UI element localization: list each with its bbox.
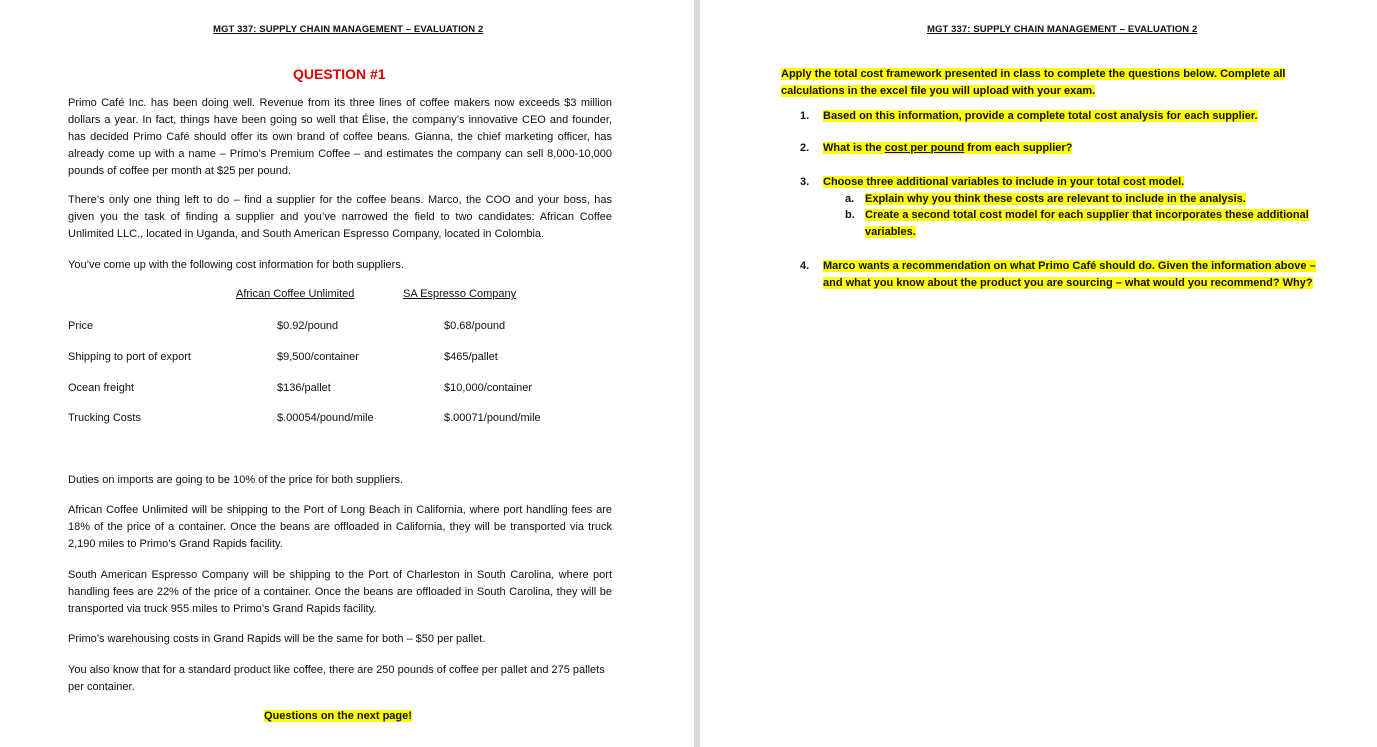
question-3b-line-1: Create a second total cost model for each supplier that incorporates these additional <box>865 209 1309 221</box>
paragraph-cost-info: You’ve come up with the following cost information for both suppliers. <box>68 259 404 271</box>
paragraph-supplier-search: There’s only one thing left to do – find a supplier for the coffee beans. Marco, the COO and your boss, has given you the task of finding a supplier and you’ve narrowed the field to two candidates: African Coffee Unlimited LLC., located in Uganda, and South American Espresso Company, located in Colombia. <box>68 194 612 240</box>
question-3-text: Choose three additional variables to include in your total cost model. <box>823 176 1185 188</box>
question-1-text: Based on this information, provide a complete total cost analysis for each supplier. <box>823 110 1258 122</box>
table-cell: $136/pallet <box>277 382 331 394</box>
question-3 <box>823 174 1333 191</box>
question-1-number: 1. <box>800 110 810 122</box>
question-4-line-2: and what you know about the product you are sourcing – what would you recommend? Why? <box>823 277 1313 289</box>
next-page-note: Questions on the next page! <box>264 710 412 722</box>
question-4-number: 4. <box>800 260 810 272</box>
question-3-number: 3. <box>800 176 810 188</box>
instructions <box>781 66 1321 100</box>
table-row-label: Ocean freight <box>68 382 135 394</box>
paragraph-intro: Primo Café Inc. has been doing well. Revenue from its three lines of coffee makers now exceeds $3 million dollars a year. In fact, things have been going so well that Élise, the company’s innovative CEO and founder, has decided Primo Café should offer its own brand of coffee beans. Gianna, the chief marketing officer, has already come up with a name – Primo’s Premium Coffee – and estimates the company can sell 8,000-10,000 pounds of coffee per month at $25 per pound. <box>68 97 612 177</box>
instructions-line-1: Apply the total cost framework presented in class to complete the questions below. Complete all <box>781 68 1286 80</box>
table-header-sa-espresso: SA Espresso Company <box>403 288 517 300</box>
table-header-african-coffee: African Coffee Unlimited <box>236 288 355 300</box>
question-3a <box>865 191 1330 208</box>
table-cell: $.00054/pound/mile <box>277 412 374 424</box>
question-3b-line-2: variables. <box>865 226 916 238</box>
table-cell: $9,500/container <box>277 351 359 363</box>
paragraph-pallet-info: You also know that for a standard product like coffee, there are 250 pounds of coffee per pallet and 275 pallets per container. <box>68 664 605 693</box>
question-4 <box>823 258 1333 292</box>
question-2 <box>823 140 1333 157</box>
page-header: MGT 337: SUPPLY CHAIN MANAGEMENT – EVALUATION 2 <box>927 24 1198 35</box>
paragraph-warehousing: Primo’s warehousing costs in Grand Rapids will be the same for both – $50 per pallet. <box>68 633 486 645</box>
paragraph-duties: Duties on imports are going to be 10% of the price for both suppliers. <box>68 474 404 486</box>
table-row-label: Trucking Costs <box>68 412 141 424</box>
question-3b <box>865 207 1330 241</box>
table-cell: $0.92/pound <box>277 320 339 332</box>
question-2-number: 2. <box>800 142 810 154</box>
table-cell: $10,000/container <box>444 382 533 394</box>
document-page-2 <box>700 0 1377 747</box>
question-3a-number: a. <box>845 193 855 205</box>
paragraph-sa-shipping: South American Espresso Company will be shipping to the Port of Charleston in South Carolina, where port handling fees are 22% of the price of a container. Once the beans are offloaded in South Carolina, they will be transported via truck 955 miles to Primo’s Grand Rapids facility. <box>68 569 612 615</box>
question-1 <box>823 108 1333 125</box>
table-row-label: Shipping to port of export <box>68 351 191 363</box>
table-cell: $.00071/pound/mile <box>444 412 541 424</box>
paragraph-african-shipping: African Coffee Unlimited will be shipping to the Port of Long Beach in California, where port handling fees are 18% of the price of a container. Once the beans are offloaded in California, they will be transported via truck 2,190 miles to Primo’s Grand Rapids facility. <box>68 504 612 550</box>
table-row-label: Price <box>68 320 94 332</box>
question-4-line-1: Marco wants a recommendation on what Primo Café should do. Given the information above – <box>823 260 1316 272</box>
question-2-text-post: from each supplier? <box>964 142 1073 154</box>
instructions-line-2: calculations in the excel file you will upload with your exam. <box>781 85 1096 97</box>
page-header: MGT 337: SUPPLY CHAIN MANAGEMENT – EVALUATION 2 <box>213 24 484 35</box>
question-3a-text: Explain why you think these costs are relevant to include in the analysis. <box>865 193 1246 205</box>
table-cell: $465/pallet <box>444 351 498 363</box>
question-2-underlined: cost per pound <box>884 142 965 154</box>
question-2-text-pre: What is the <box>823 142 885 154</box>
table-cell: $0.68/pound <box>444 320 506 332</box>
question-title: QUESTION #1 <box>293 66 386 82</box>
question-3b-number: b. <box>845 209 855 221</box>
